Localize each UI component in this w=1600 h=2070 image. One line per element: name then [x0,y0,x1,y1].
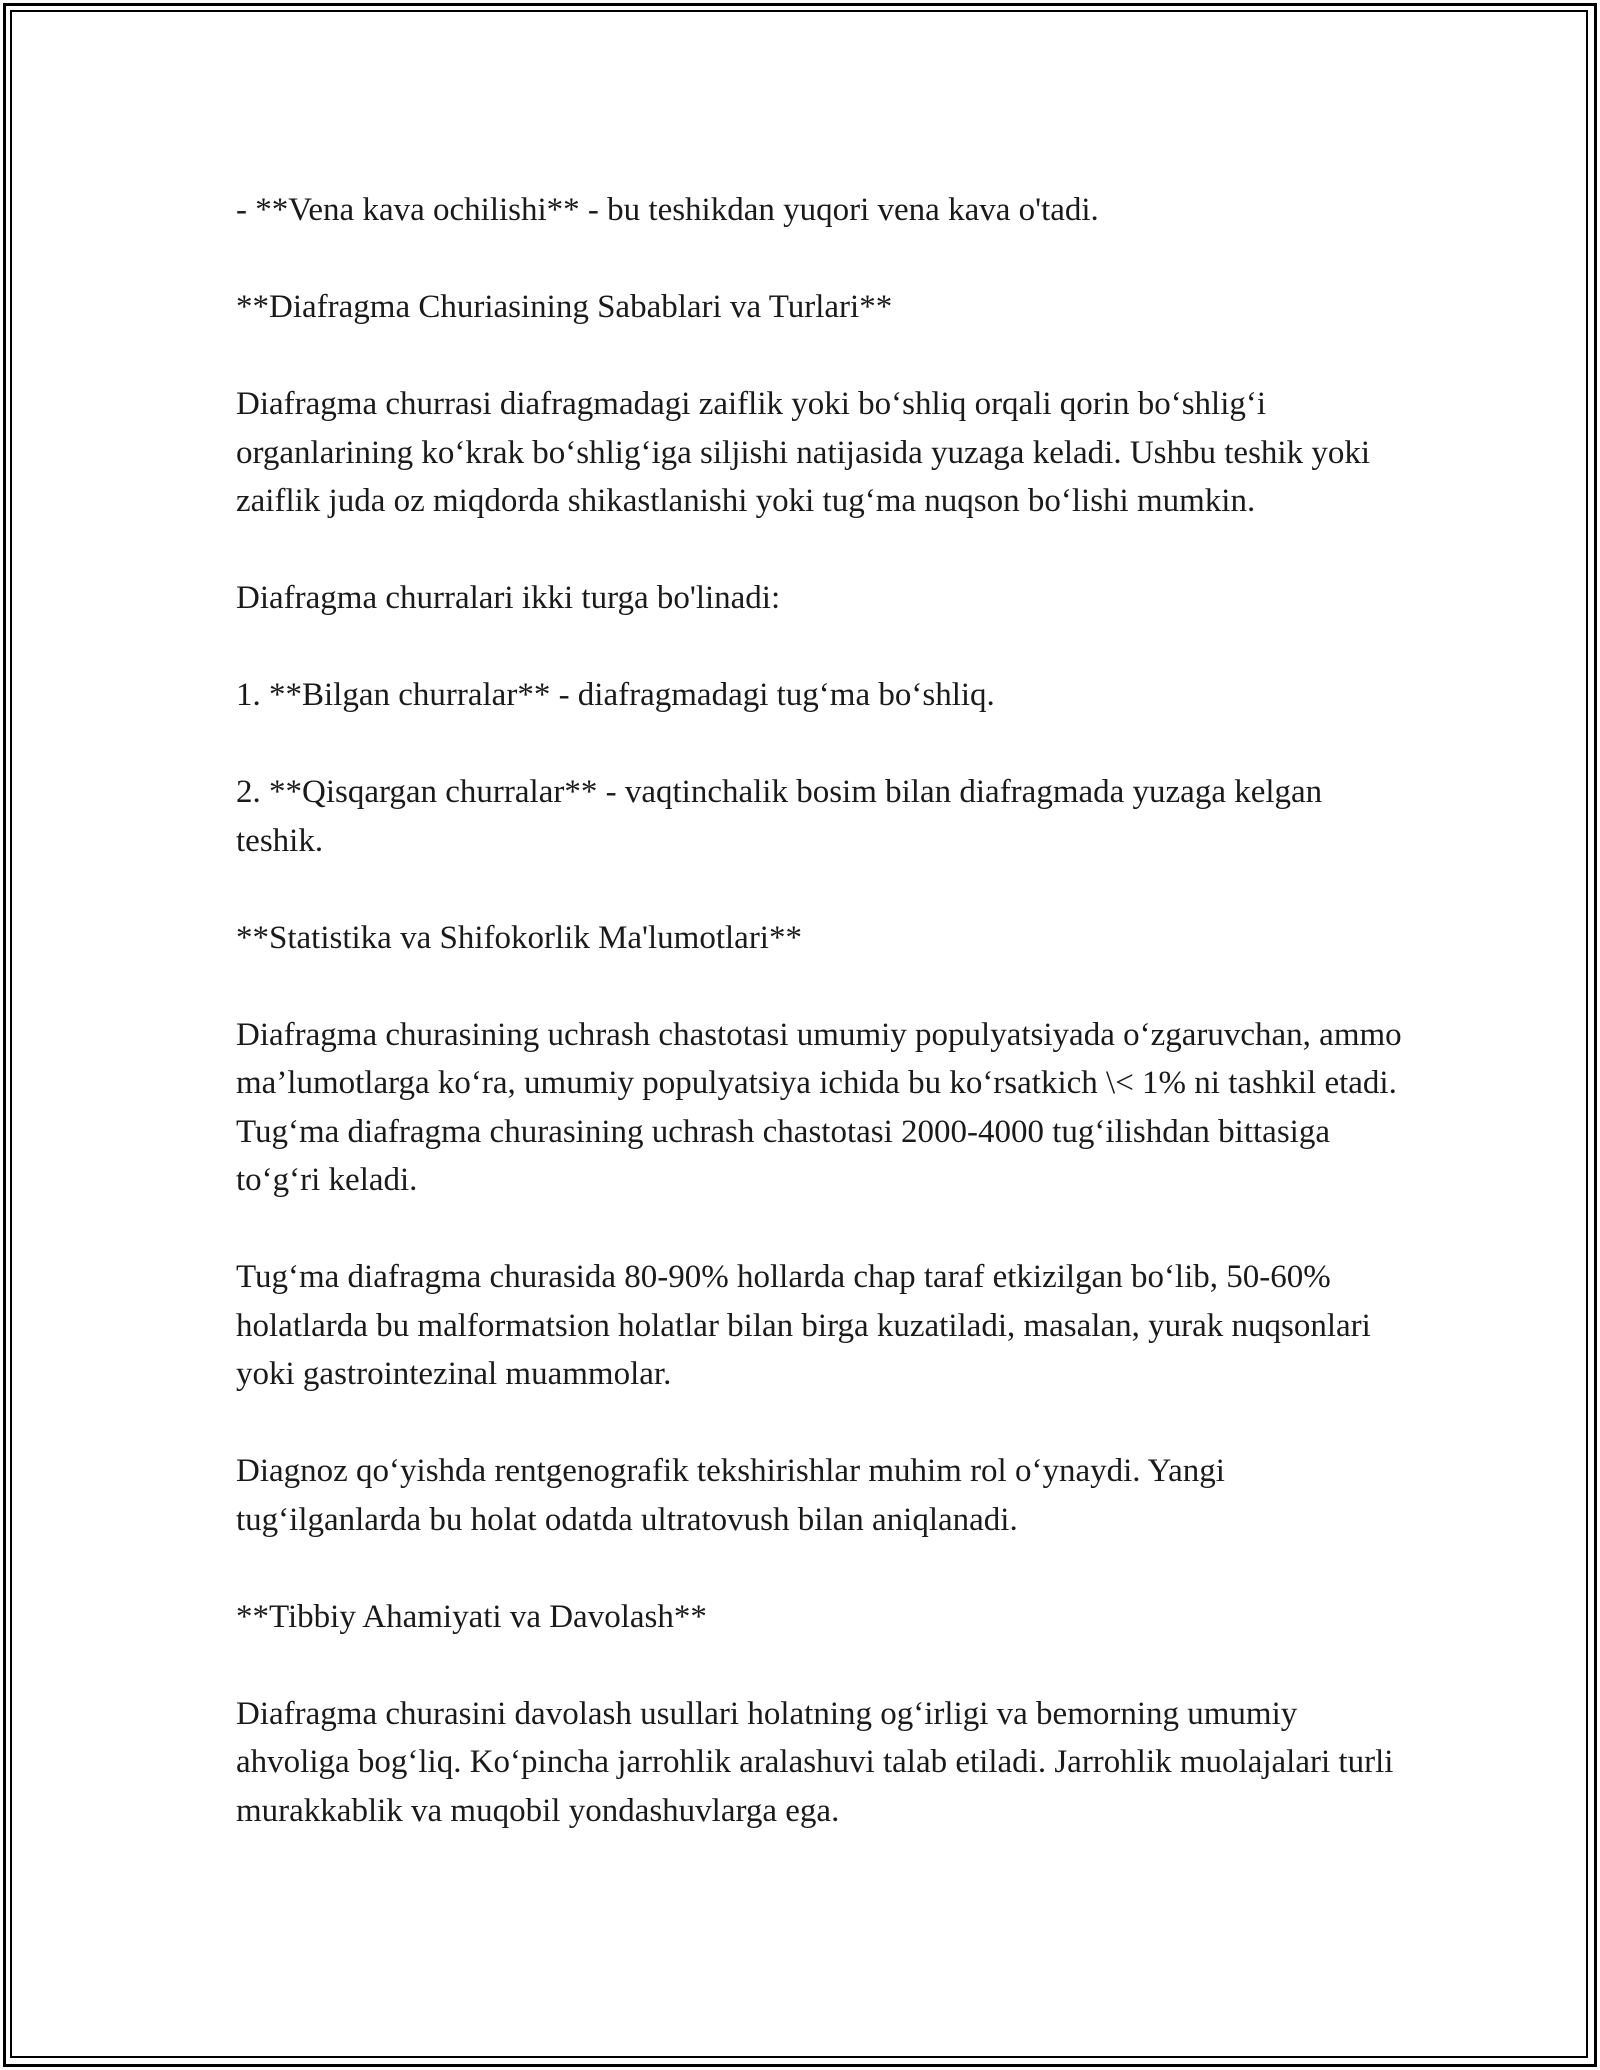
section-heading-treatment: **Tibbiy Ahamiyati va Davolash** [236,1598,707,1635]
paragraph-laterality: Tug‘ma diafragma churasida 80-90% hollarda chap taraf etkizilgan bo‘lib, 50-60% holatlarda bu malformatsion holatlar bilan birga kuzatiladi, masalan, yurak nuqsonlari yoki gastrointezinal muammolar. [236,1259,1371,1392]
paragraph-diagnosis: Diagnoz qo‘yishda rentgenografik tekshirishlar muhim rol o‘ynaydi. Yangi tug‘ilganlarda bu holat odatda ultratovush bilan aniqlanadi. [236,1453,1225,1538]
section-heading-statistics: **Statistika va Shifokorlik Ma'lumotlari** [236,919,802,956]
list-item-vena-kava: - **Vena kava ochilishi** - bu teshikdan yuqori vena kava o'tadi. [236,192,1099,228]
paragraph-causes: Diafragma churrasi diafragmadagi zaiflik yoki bo‘shliq orqali qorin bo‘shlig‘i organlarining ko‘krak bo‘shlig‘iga siljishi natijasida yuzaga keladi. Ushbu teshik yoki zaiflik juda oz miqdorda shikastlanishi yoki tug‘ma nuqson bo‘lishi mumkin. [236,386,1371,519]
paragraph-treatment: Diafragma churasini davolash usullari holatning og‘irligi va bemorning umumiy ahvoliga bog‘liq. Ko‘pincha jarrohlik aralashuvi talab etiladi. Jarrohlik muolajalari turli murakkablik va muqobil yondashuvlarga ega. [236,1695,1394,1829]
paragraph-types-intro: Diafragma churralari ikki turga bo'linadi: [236,580,781,616]
list-item-type-1: 1. **Bilgan churralar** - diafragmadagi tug‘ma bo‘shliq. [236,677,995,713]
section-heading-causes-types: **Diafragma Churiasining Sabablari va Turlari** [236,289,893,325]
paragraph-frequency: Diafragma churasining uchrash chastotasi umumiy populyatsiyada o‘zgaruvchan, ammo ma’lumotlarga ko‘ra, umumiy populyatsiya ichida bu ko‘rsatkich \< 1% ni tashkil etadi. Tug‘ma diafragma churasining uchrash chastotasi 2000-4000 tug‘ilishdan bittasiga to‘g‘ri keladi. [236,1016,1402,1198]
list-item-type-2: 2. **Qisqargan churralar** - vaqtinchalik bosim bilan diafragmada yuzaga kelgan teshik. [236,774,1323,859]
document-body [236,186,1416,1884]
